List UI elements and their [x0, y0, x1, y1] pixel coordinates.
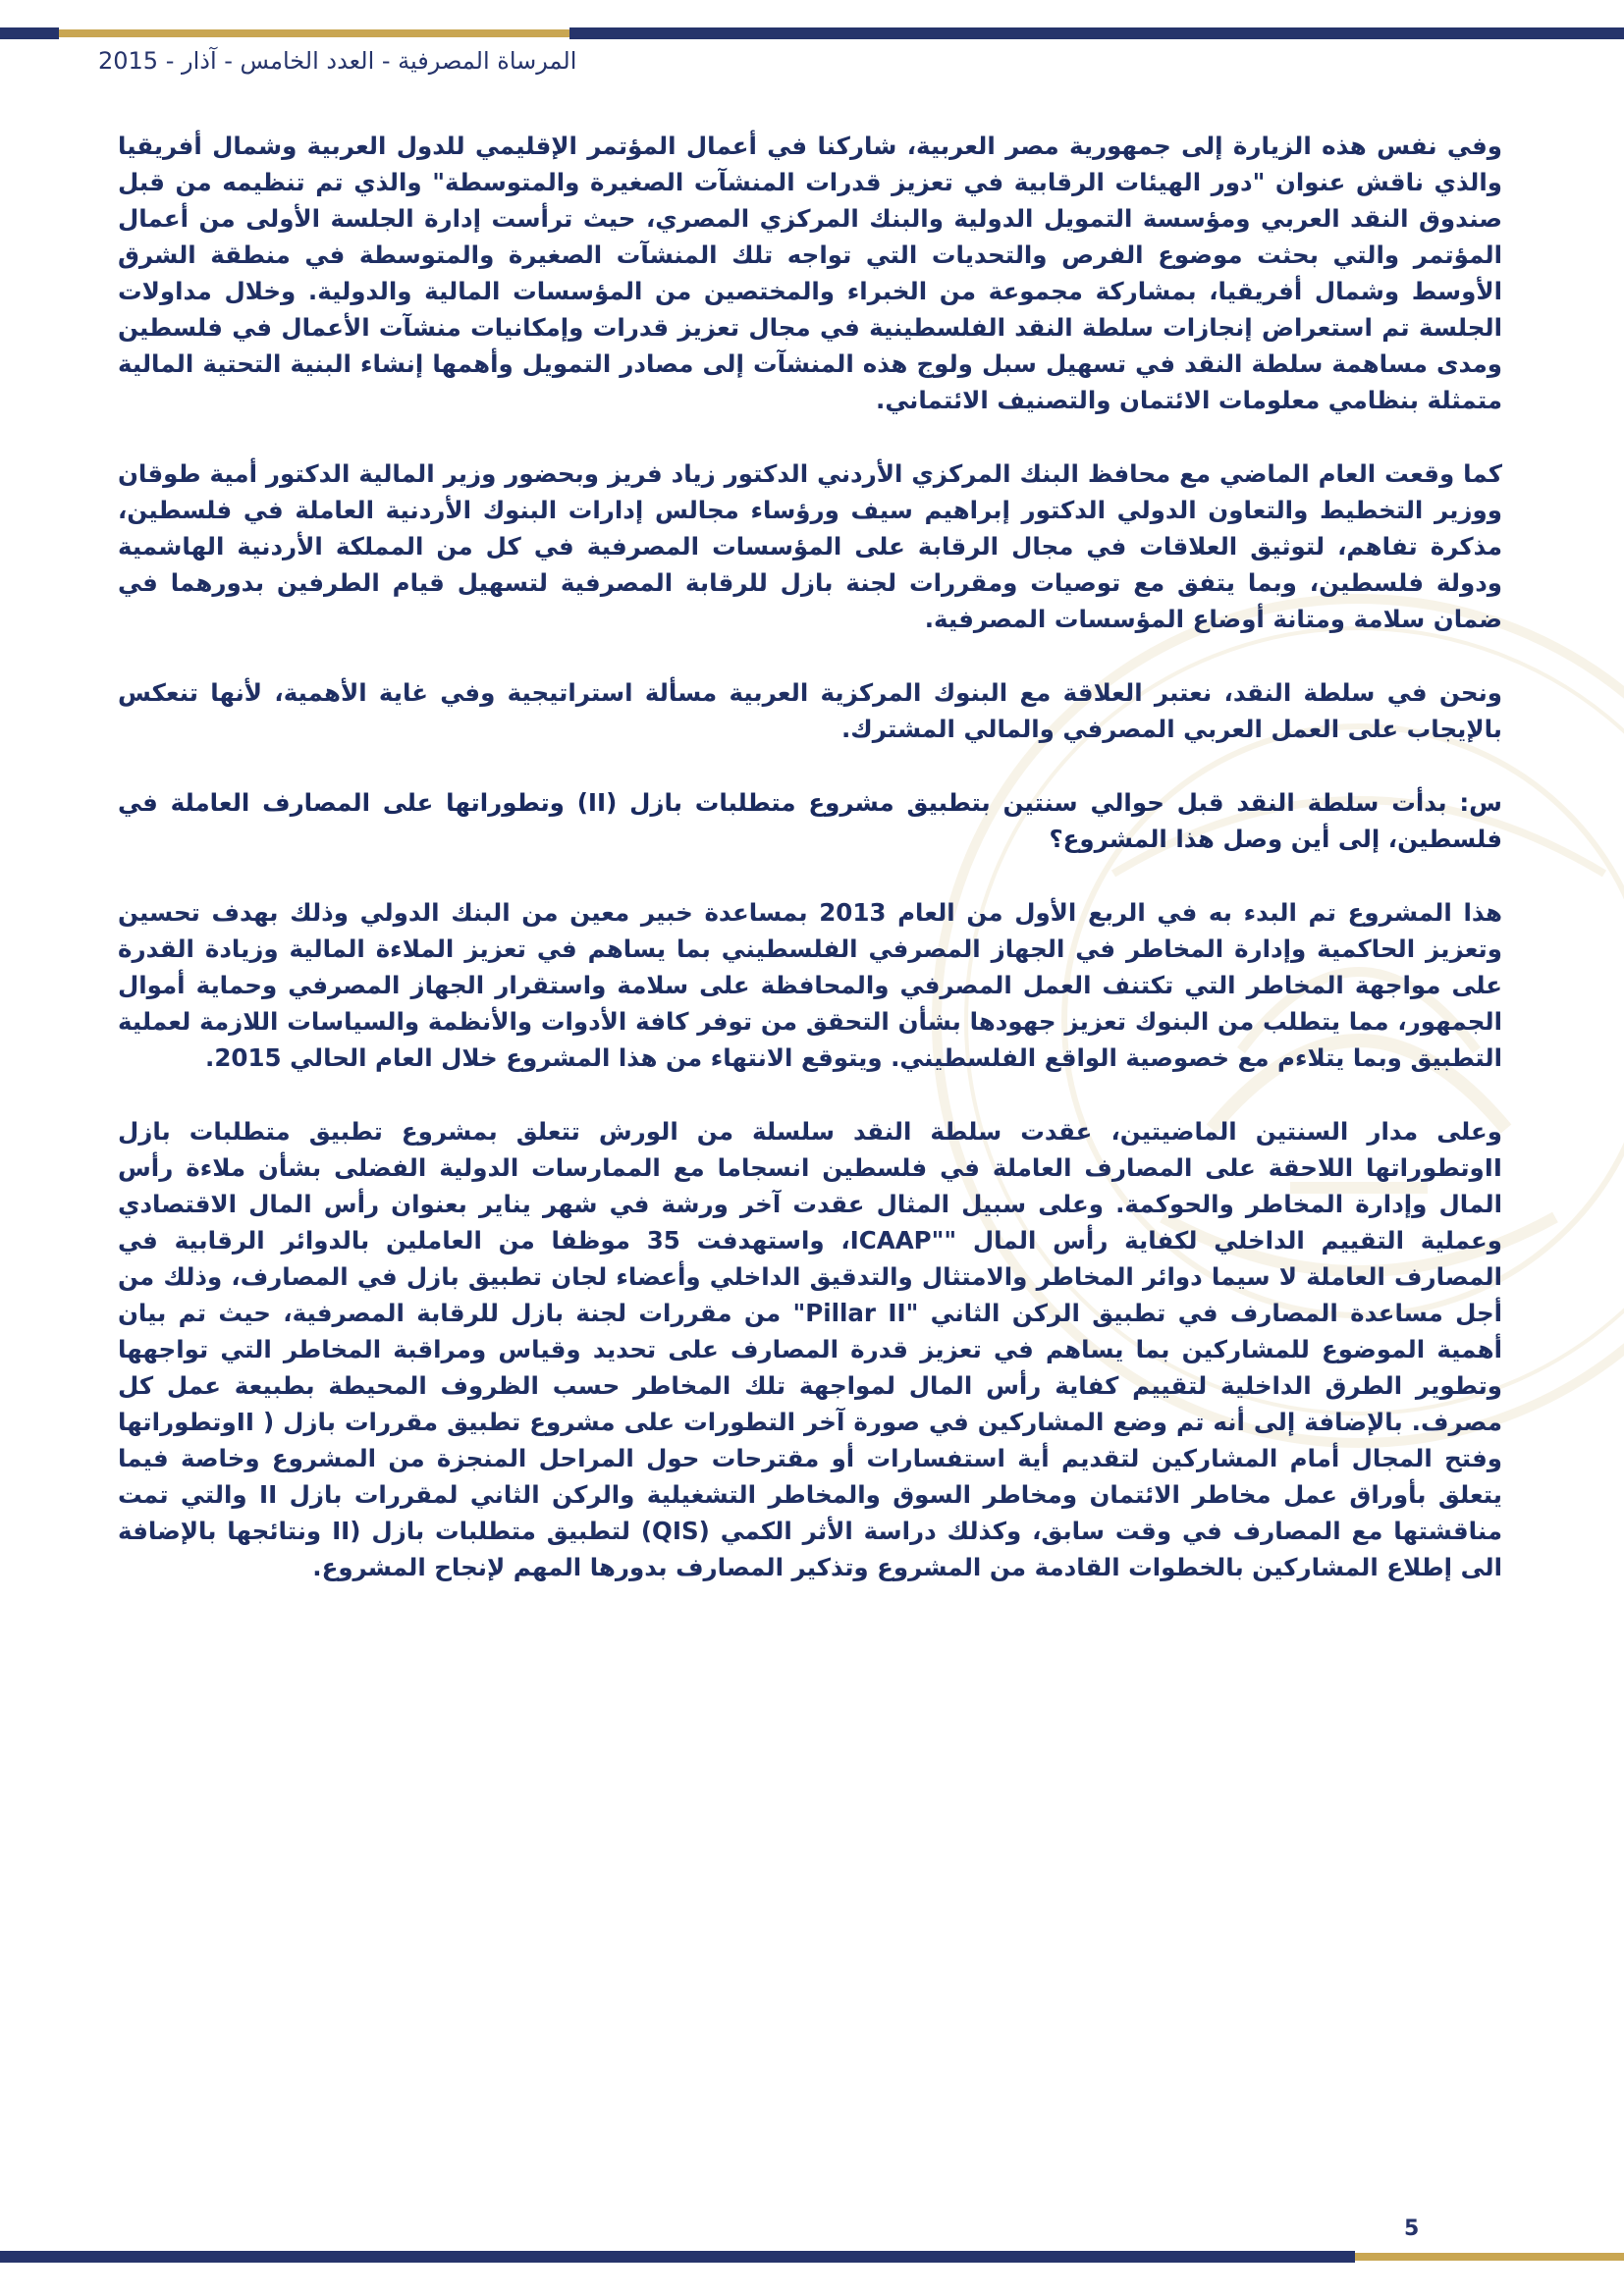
interview-question: س: بدأت سلطة النقد قبل حوالي سنتين بتطبيق مشروع متطلبات بازل (II) وتطوراتها على المصارف العاملة في فلسطين، إلى أين وصل هذا المشروع؟	[118, 788, 1502, 853]
top-bar-navy-right	[569, 27, 1624, 39]
page-number: 5	[1404, 2216, 1420, 2241]
top-bar-navy-left	[0, 27, 59, 39]
bottom-bar-gold-segment	[1355, 2253, 1624, 2261]
top-bar-gold-segment	[59, 29, 569, 37]
paragraph-regional-conference: وفي نفس هذه الزيارة إلى جمهورية مصر العربية، شاركنا في أعمال المؤتمر الإقليمي للدول العربية وشمال أفريقيا والذي ناقش عنوان "دور الهيئات الرقابية في تعزيز قدرات المنشآت الصغيرة والمتوسطة" والذي تم تنظيمه من قبل صندوق النقد العربي ومؤسسة التمويل الدولية والبنك المركزي المصري، حيث ترأست إدارة الجلسة الأولى من أعمال المؤتمر والتي بحثت موضوع الفرص والتحديات التي تواجه تلك المنشآت الصغيرة والمتوسطة في منطقة الشرق الأوسط وشمال أفريقيا، بمشاركة مجموعة من الخبراء والمختصين من المؤسسات المالية والدولية. وخلال مداولات الجلسة تم استعراض إنجازات سلطة النقد الفلسطينية في مجال تعزيز قدرات وإمكانيات منشآت الأعمال في فلسطين ومدى مساهمة سلطة النقد في تسهيل سبل ولوج هذه المنشآت إلى مصادر التمويل وأهمها إنشاء البنية التحتية المالية متمثلة بنظامي معلومات الائتمان والتصنيف الائتماني.	[118, 132, 1502, 414]
paragraph-basel-project: هذا المشروع تم البدء به في الربع الأول من العام 2013 بمساعدة خبير معين من البنك الدولي وذلك بهدف تحسين وتعزيز الحاكمية وإدارة المخاطر في الجهاز المصرفي الفلسطيني بما يساهم في تعزيز الملاءة المالية وزيادة القدرة على مواجهة المخاطر التي تكتنف العمل المصرفي والمحافظة على سلامة واستقرار الجهاز المصرفي وحماية أموال الجمهور، مما يتطلب من البنوك تعزيز جهودها بشأن التحقق من توفر كافة الأدوات والأنظمة والسياسات اللازمة لعملية التطبيق وبما يتلاءم مع خصوصية الواقع الفلسطيني. ويتوقع الانتهاء من هذا المشروع خلال العام الحالي 2015.	[118, 898, 1502, 1072]
bottom-decorative-bar	[0, 2251, 1624, 2270]
magazine-header-title: المرساة المصرفية - العدد الخامس - آذار - 2015	[98, 47, 577, 75]
article-body	[118, 128, 1502, 1623]
paragraph-basel-workshops: وعلى مدار السنتين الماضيتين، عقدت سلطة النقد سلسلة من الورش تتعلق بمشروع تطبيق متطلبات بازل IIوتطوراتها اللاحقة على المصارف العاملة في فلسطين انسجاما مع الممارسات الدولية الفضلى بشأن ملاءة رأس المال وإدارة المخاطر والحوكمة. وعلى سبيل المثال عقدت آخر ورشة في شهر يناير بعنوان رأس المال الاقتصادي وعملية التقييم الداخلي لكفاية رأس المال ""ICAAP، واستهدفت 35 موظفا من العاملين بالدوائر الرقابية في المصارف العاملة لا سيما دوائر المخاطر والامتثال والتدقيق الداخلي وأعضاء لجان تطبيق بازل في المصارف، وذلك من أجل مساعدة المصارف في تطبيق الركن الثاني "Pillar II" من مقررات لجنة بازل للرقابة المصرفية، حيث تم بيان أهمية الموضوع للمشاركين بما يساهم في تعزيز قدرة المصارف على تحديد وقياس ومراقبة المخاطر التي تواجهها وتطوير الطرق الداخلية لتقييم كفاية رأس المال لمواجهة تلك المخاطر حسب الظروف المحيطة بطبيعة عمل كل مصرف. بالإضافة إلى أنه تم وضع المشاركين في صورة آخر التطورات على مشروع تطبيق مقررات بازل ( IIوتطوراتها وفتح المجال أمام المشاركين لتقديم أية استفسارات أو مقترحات حول المراحل المنجزة من المشروع وخاصة فيما يتعلق بأوراق عمل مخاطر الائتمان ومخاطر السوق والمخاطر التشغيلية والركن الثاني لمقررات بازل II والتي تمت مناقشتها مع المصارف في وقت سابق، وكذلك دراسة الأثر الكمي (QIS) لتطبيق متطلبات بازل (II ونتائجها بالإضافة الى إطلاع المشاركين بالخطوات القادمة من المشروع وتذكير المصارف بدورها المهم لإنجاح المشروع.	[118, 1117, 1503, 1581]
top-decorative-bar	[0, 27, 1624, 45]
paragraph-jordan-memorandum: كما وقعت العام الماضي مع محافظ البنك المركزي الأردني الدكتور زياد فريز وبحضور وزير المالية الدكتور أمية طوقان ووزير التخطيط والتعاون الدولي الدكتور إبراهيم سيف ورؤساء مجالس إدارات البنوك الأردنية العاملة في فلسطين، مذكرة تفاهم، لتوثيق العلاقات في مجال الرقابة على المؤسسات المصرفية في كل من المملكة الأردنية الهاشمية ودولة فلسطين، وبما يتفق مع توصيات ومقررات لجنة بازل للرقابة المصرفية لتسهيل قيام الطرفين بدورهما في ضمان سلامة ومتانة أوضاع المؤسسات المصرفية.	[118, 459, 1502, 633]
bottom-bar-navy-segment	[0, 2251, 1355, 2263]
paragraph-arab-central-banks: ونحن في سلطة النقد، نعتبر العلاقة مع البنوك المركزية العربية مسألة استراتيجية وفي غاية الأهمية، لأنها تنعكس بالإيجاب على العمل العربي المصرفي والمالي المشترك.	[118, 678, 1502, 743]
